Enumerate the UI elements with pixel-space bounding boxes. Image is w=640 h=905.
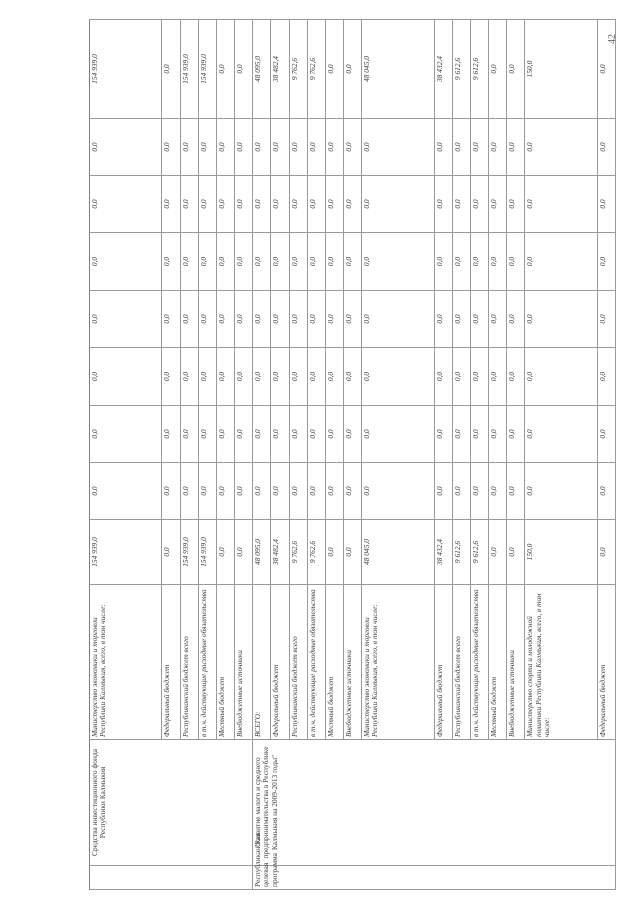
amount-year-cell: 0,0 [289, 291, 307, 348]
amount-year-cell: 0,0 [216, 406, 234, 463]
amount-year-cell: 0,0 [525, 463, 597, 520]
amount-year-cell: 0,0 [235, 463, 253, 520]
amount-year-cell: 0,0 [253, 463, 271, 520]
amount-year-cell: 0,0 [325, 348, 343, 406]
amount-year-cell: 0,0 [525, 348, 597, 406]
funding-source-label: Федеральный бюджет [162, 585, 180, 740]
amount-year-cell: 0,0 [325, 406, 343, 463]
amount-final-cell: 0,0 [343, 20, 361, 119]
amount-year-cell: 0,0 [253, 233, 271, 291]
amount-year-cell: 0,0 [271, 348, 289, 406]
amount-total-cell: 9 612,6 [470, 520, 488, 585]
amount-year-cell: 0,0 [597, 348, 615, 406]
funding-source-label: Местный бюджет [325, 585, 343, 740]
funding-source-label: Министерство спорта и молодежной политики Республики Калмыкия, всего, в том числе: [525, 585, 597, 740]
amount-final-cell: 0,0 [235, 20, 253, 119]
funding-source-label: Внебюджетные источники [235, 585, 253, 740]
amount-final-cell: 150,0 [525, 20, 597, 119]
amount-year-cell: 0,0 [362, 406, 434, 463]
amount-final-cell: 38 432,4 [434, 20, 452, 119]
amount-year-cell: 0,0 [434, 291, 452, 348]
funding-source-label: Федеральный бюджет [271, 585, 289, 740]
amount-year-cell: 0,0 [198, 119, 216, 176]
amount-year-cell: 0,0 [343, 291, 361, 348]
amount-year-cell: 0,0 [507, 176, 525, 233]
amount-year-cell: 0,0 [325, 233, 343, 291]
amount-year-cell: 0,0 [343, 233, 361, 291]
funding-source-label: Федеральный бюджет [597, 585, 615, 740]
amount-year-cell: 0,0 [253, 176, 271, 233]
amount-total-cell: 0,0 [507, 520, 525, 585]
amount-total-cell: 38 432,4 [434, 520, 452, 585]
amount-year-cell: 0,0 [180, 176, 198, 233]
amount-year-cell: 0,0 [90, 176, 162, 233]
amount-year-cell: 0,0 [271, 291, 289, 348]
amount-year-cell: 0,0 [162, 233, 180, 291]
amount-final-cell: 48 045,0 [362, 20, 434, 119]
amount-year-cell: 0,0 [253, 406, 271, 463]
amount-year-cell: 0,0 [216, 463, 234, 520]
amount-year-cell: 0,0 [597, 463, 615, 520]
amount-year-cell: 0,0 [507, 348, 525, 406]
funding-source-label: Местный бюджет [489, 585, 507, 740]
amount-final-cell: 0,0 [216, 20, 234, 119]
budget-table-container [89, 20, 616, 890]
amount-year-cell: 0,0 [597, 233, 615, 291]
amount-year-cell: 0,0 [162, 176, 180, 233]
funding-source-label: в т.ч. действующие расходные обязательства [470, 585, 488, 740]
amount-year-cell: 0,0 [597, 119, 615, 176]
table-row [253, 20, 271, 890]
amount-total-cell: 0,0 [162, 520, 180, 585]
funding-source-label: Местный бюджет [216, 585, 234, 740]
amount-year-cell: 0,0 [307, 348, 325, 406]
amount-year-cell: 0,0 [235, 119, 253, 176]
funding-source-label: Министерство экономики и торговли Республики Калмыкия, всего, в том числе: [90, 585, 162, 740]
amount-year-cell: 0,0 [180, 291, 198, 348]
amount-total-cell: 154 939,0 [180, 520, 198, 585]
amount-year-cell: 0,0 [470, 176, 488, 233]
amount-year-cell: 0,0 [271, 406, 289, 463]
amount-year-cell: 0,0 [180, 406, 198, 463]
amount-year-cell: 0,0 [216, 119, 234, 176]
amount-total-cell: 48 095,0 [253, 520, 271, 585]
amount-year-cell: 0,0 [489, 406, 507, 463]
amount-final-cell: 154 939,0 [198, 20, 216, 119]
amount-year-cell: 0,0 [325, 176, 343, 233]
amount-year-cell: 0,0 [362, 291, 434, 348]
amount-year-cell: 0,0 [253, 348, 271, 406]
amount-year-cell: 0,0 [307, 119, 325, 176]
amount-year-cell: 0,0 [271, 463, 289, 520]
funding-source-label: в т.ч. действующие расходные обязательства [307, 585, 325, 740]
amount-year-cell: 0,0 [198, 291, 216, 348]
funding-source-label: Внебюджетные источники [507, 585, 525, 740]
amount-year-cell: 0,0 [434, 463, 452, 520]
amount-year-cell: 0,0 [162, 406, 180, 463]
amount-year-cell: 0,0 [489, 176, 507, 233]
amount-year-cell: 0,0 [597, 406, 615, 463]
amount-year-cell: 0,0 [271, 176, 289, 233]
amount-total-cell: 154 939,0 [198, 520, 216, 585]
funding-source-label: Республиканский бюджет всего [452, 585, 470, 740]
program-name-cell: Средства инвестиционного фонда Республики Калмыкия [90, 740, 253, 866]
amount-year-cell: 0,0 [489, 463, 507, 520]
funding-source-label: Внебюджетные источники [343, 585, 361, 740]
amount-year-cell: 0,0 [597, 291, 615, 348]
amount-year-cell: 0,0 [235, 233, 253, 291]
amount-year-cell: 0,0 [90, 233, 162, 291]
amount-final-cell: 0,0 [507, 20, 525, 119]
amount-year-cell: 0,0 [180, 119, 198, 176]
amount-year-cell: 0,0 [452, 119, 470, 176]
amount-total-cell: 38 482,4 [271, 520, 289, 585]
amount-total-cell: 0,0 [597, 520, 615, 585]
amount-year-cell: 0,0 [470, 119, 488, 176]
amount-final-cell: 154 939,0 [180, 20, 198, 119]
amount-final-cell: 9 762,6 [289, 20, 307, 119]
amount-year-cell: 0,0 [343, 463, 361, 520]
amount-year-cell: 0,0 [235, 406, 253, 463]
amount-total-cell: 48 045,0 [362, 520, 434, 585]
amount-year-cell: 0,0 [180, 348, 198, 406]
amount-total-cell: 9 762,6 [307, 520, 325, 585]
amount-year-cell: 0,0 [343, 176, 361, 233]
amount-year-cell: 0,0 [434, 119, 452, 176]
amount-year-cell: 0,0 [216, 176, 234, 233]
amount-total-cell: 154 939,0 [90, 520, 162, 585]
amount-year-cell: 0,0 [489, 348, 507, 406]
table-row [90, 20, 162, 890]
amount-final-cell: 48 095,0 [253, 20, 271, 119]
amount-year-cell: 0,0 [235, 176, 253, 233]
amount-year-cell: 0,0 [362, 348, 434, 406]
amount-year-cell: 0,0 [289, 233, 307, 291]
funding-source-label: Республиканский бюджет всего [180, 585, 198, 740]
amount-year-cell: 0,0 [434, 176, 452, 233]
amount-year-cell: 0,0 [307, 233, 325, 291]
amount-year-cell: 0,0 [90, 119, 162, 176]
amount-year-cell: 0,0 [253, 291, 271, 348]
program-type-cell: Республиканская целевая программа [253, 866, 616, 890]
amount-year-cell: 0,0 [289, 463, 307, 520]
amount-year-cell: 0,0 [307, 291, 325, 348]
amount-year-cell: 0,0 [307, 406, 325, 463]
amount-year-cell: 0,0 [525, 291, 597, 348]
amount-total-cell: 9 762,6 [289, 520, 307, 585]
amount-year-cell: 0,0 [162, 119, 180, 176]
amount-year-cell: 0,0 [452, 406, 470, 463]
amount-year-cell: 0,0 [343, 348, 361, 406]
amount-year-cell: 0,0 [452, 348, 470, 406]
amount-year-cell: 0,0 [235, 291, 253, 348]
amount-year-cell: 0,0 [489, 291, 507, 348]
amount-year-cell: 0,0 [525, 406, 597, 463]
amount-year-cell: 0,0 [289, 119, 307, 176]
amount-year-cell: 0,0 [470, 233, 488, 291]
amount-year-cell: 0,0 [90, 406, 162, 463]
amount-year-cell: 0,0 [90, 348, 162, 406]
amount-year-cell: 0,0 [470, 406, 488, 463]
program-type-cell [90, 866, 253, 890]
amount-year-cell: 0,0 [325, 291, 343, 348]
amount-final-cell: 9 762,6 [307, 20, 325, 119]
amount-year-cell: 0,0 [162, 348, 180, 406]
amount-year-cell: 0,0 [507, 406, 525, 463]
funding-source-label: Федеральный бюджет [434, 585, 452, 740]
amount-year-cell: 0,0 [434, 233, 452, 291]
budget-table [89, 19, 616, 890]
program-name-cell: "Развитие малого и среднего предпринимательства в Республике Калмыкия на 2009-2013 годы" [253, 740, 616, 866]
amount-year-cell: 0,0 [470, 348, 488, 406]
amount-year-cell: 0,0 [198, 233, 216, 291]
amount-year-cell: 0,0 [452, 291, 470, 348]
amount-year-cell: 0,0 [198, 348, 216, 406]
amount-total-cell: 0,0 [343, 520, 361, 585]
amount-total-cell: 0,0 [325, 520, 343, 585]
amount-year-cell: 0,0 [307, 176, 325, 233]
amount-year-cell: 0,0 [434, 348, 452, 406]
amount-year-cell: 0,0 [470, 463, 488, 520]
amount-year-cell: 0,0 [271, 119, 289, 176]
amount-total-cell: 0,0 [489, 520, 507, 585]
amount-final-cell: 0,0 [597, 20, 615, 119]
amount-total-cell: 150,0 [525, 520, 597, 585]
amount-total-cell: 0,0 [235, 520, 253, 585]
amount-year-cell: 0,0 [452, 176, 470, 233]
amount-year-cell: 0,0 [525, 176, 597, 233]
amount-year-cell: 0,0 [507, 463, 525, 520]
funding-source-label: Республиканский бюджет всего [289, 585, 307, 740]
amount-year-cell: 0,0 [180, 463, 198, 520]
amount-year-cell: 0,0 [343, 406, 361, 463]
page-number: 42 [607, 34, 618, 44]
amount-year-cell: 0,0 [343, 119, 361, 176]
amount-year-cell: 0,0 [216, 233, 234, 291]
amount-year-cell: 0,0 [289, 176, 307, 233]
amount-year-cell: 0,0 [507, 233, 525, 291]
amount-year-cell: 0,0 [289, 406, 307, 463]
amount-year-cell: 0,0 [452, 463, 470, 520]
amount-year-cell: 0,0 [198, 176, 216, 233]
amount-final-cell: 38 482,4 [271, 20, 289, 119]
amount-year-cell: 0,0 [198, 406, 216, 463]
amount-final-cell: 9 612,6 [470, 20, 488, 119]
amount-year-cell: 0,0 [90, 291, 162, 348]
amount-year-cell: 0,0 [216, 348, 234, 406]
amount-year-cell: 0,0 [452, 233, 470, 291]
amount-year-cell: 0,0 [162, 463, 180, 520]
funding-source-label: ВСЕГО: [253, 585, 271, 740]
amount-year-cell: 0,0 [525, 119, 597, 176]
amount-year-cell: 0,0 [271, 233, 289, 291]
amount-final-cell: 9 612,6 [452, 20, 470, 119]
amount-year-cell: 0,0 [362, 463, 434, 520]
amount-year-cell: 0,0 [90, 463, 162, 520]
amount-year-cell: 0,0 [489, 119, 507, 176]
amount-year-cell: 0,0 [235, 348, 253, 406]
amount-year-cell: 0,0 [362, 176, 434, 233]
amount-total-cell: 0,0 [216, 520, 234, 585]
amount-year-cell: 0,0 [307, 463, 325, 520]
amount-final-cell: 0,0 [162, 20, 180, 119]
amount-year-cell: 0,0 [362, 233, 434, 291]
amount-year-cell: 0,0 [597, 176, 615, 233]
amount-year-cell: 0,0 [525, 233, 597, 291]
amount-year-cell: 0,0 [180, 233, 198, 291]
amount-year-cell: 0,0 [289, 348, 307, 406]
funding-source-label: Министерство экономики и торговли Республики Калмыкия, всего, в том числе: [362, 585, 434, 740]
amount-year-cell: 0,0 [162, 291, 180, 348]
amount-total-cell: 9 612,6 [452, 520, 470, 585]
amount-final-cell: 0,0 [489, 20, 507, 119]
amount-year-cell: 0,0 [253, 119, 271, 176]
amount-year-cell: 0,0 [325, 119, 343, 176]
amount-year-cell: 0,0 [434, 406, 452, 463]
amount-year-cell: 0,0 [216, 291, 234, 348]
amount-year-cell: 0,0 [470, 291, 488, 348]
amount-year-cell: 0,0 [507, 119, 525, 176]
amount-year-cell: 0,0 [489, 233, 507, 291]
amount-final-cell: 0,0 [325, 20, 343, 119]
amount-final-cell: 154 939,0 [90, 20, 162, 119]
amount-year-cell: 0,0 [325, 463, 343, 520]
amount-year-cell: 0,0 [507, 291, 525, 348]
amount-year-cell: 0,0 [198, 463, 216, 520]
funding-source-label: в т.ч. действующие расходные обязательства [198, 585, 216, 740]
amount-year-cell: 0,0 [362, 119, 434, 176]
